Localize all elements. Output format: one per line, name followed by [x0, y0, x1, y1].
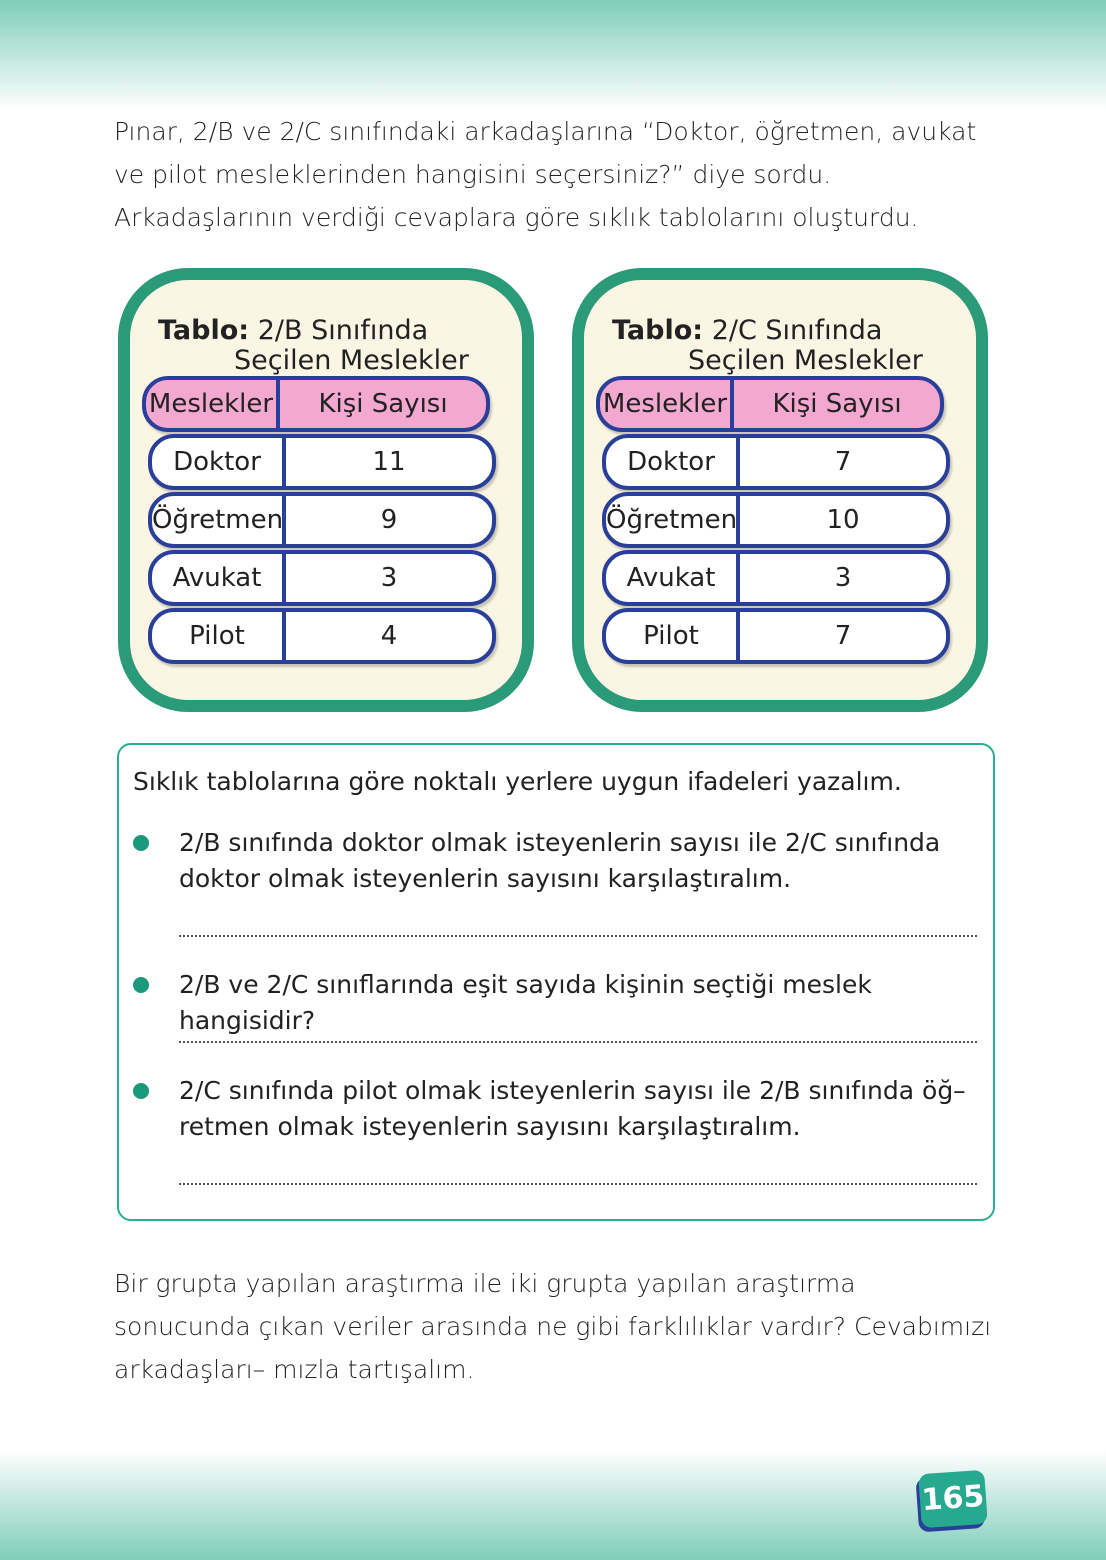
- answer-line-2[interactable]: [179, 1041, 977, 1043]
- count-cell: 4: [380, 621, 398, 651]
- closing-paragraph: Bir grupta yapılan araştırma ile iki grupta yapılan araştırma sonucunda çıkan veriler arasında ne gibi farklılıklar vardır? Cevabımızı arkadaşları– mızla tartışalım.: [114, 1269, 992, 1384]
- bullet-icon: [133, 835, 149, 851]
- profession-cell: Doktor: [606, 438, 740, 486]
- header-cell: Meslekler: [600, 380, 734, 428]
- question-3: 2/C sınıfında pilot olmak isteyenlerin sayısı ile 2/B sınıfında öğ– retmen olmak isteyenlerin sayısını karşılaştıralım.: [179, 1076, 966, 1141]
- table-title: [158, 316, 469, 376]
- count-cell: 3: [380, 563, 398, 593]
- page-number: 165: [918, 1470, 988, 1528]
- table-header: [596, 376, 944, 432]
- profession-cell: Avukat: [606, 554, 740, 602]
- profession-cell: Pilot: [606, 612, 740, 660]
- table-row: [602, 492, 950, 548]
- answer-line-1[interactable]: [179, 935, 977, 937]
- table-title: [612, 316, 923, 376]
- table-label: Tablo:: [158, 315, 250, 346]
- exercise-intro: Sıklık tablolarına göre noktalı yerlere uygun ifadeleri yazalım.: [133, 767, 902, 796]
- count-cell: 3: [834, 563, 852, 593]
- header-cell: Meslekler: [146, 380, 280, 428]
- table-row: [602, 608, 950, 664]
- profession-cell: Öğretmen: [152, 496, 286, 544]
- table-title-line1: 2/B Sınıfında: [257, 315, 429, 346]
- table-title-line1: 2/C Sınıfında: [711, 315, 883, 346]
- header-cell: Kişi Sayısı: [772, 389, 902, 419]
- table-row: [148, 434, 496, 490]
- table-row: [148, 550, 496, 606]
- table-title-line2: Seçilen Meslekler: [688, 345, 923, 376]
- header-cell: Kişi Sayısı: [318, 389, 448, 419]
- table-header: [142, 376, 490, 432]
- table-row: [602, 550, 950, 606]
- bullet-icon: [133, 977, 149, 993]
- intro-paragraph: Pınar, 2/B ve 2/C sınıfındaki arkadaşlarına “Doktor, öğretmen, avukat ve pilot mesleklerinden hangisini seçersiniz?” diye sordu. Arkadaşlarının verdiği cevaplara göre sıklık tablolarını oluşturdu.: [114, 117, 977, 232]
- count-cell: 10: [826, 505, 860, 535]
- table-row: [148, 608, 496, 664]
- table-label: Tablo:: [612, 315, 704, 346]
- bullet-icon: [133, 1083, 149, 1099]
- answer-line-3[interactable]: [179, 1183, 977, 1185]
- count-cell: 9: [380, 505, 398, 535]
- frequency-table-2c: [572, 268, 988, 712]
- table-row: [148, 492, 496, 548]
- question-1: 2/B sınıfında doktor olmak isteyenlerin sayısı ile 2/C sınıfında doktor olmak isteyenlerin sayısını karşılaştıralım.: [179, 828, 941, 893]
- profession-cell: Doktor: [152, 438, 286, 486]
- profession-cell: Öğretmen: [606, 496, 740, 544]
- top-band: [0, 0, 1106, 110]
- count-cell: 11: [372, 447, 406, 477]
- table-row: [602, 434, 950, 490]
- frequency-table-2b: [118, 268, 534, 712]
- table-title-line2: Seçilen Meslekler: [234, 345, 469, 376]
- profession-cell: Avukat: [152, 554, 286, 602]
- count-cell: 7: [834, 621, 852, 651]
- question-2: 2/B ve 2/C sınıflarında eşit sayıda kişinin seçtiği meslek hangisidir?: [179, 970, 872, 1035]
- count-cell: 7: [834, 447, 852, 477]
- exercise-box: [117, 743, 995, 1221]
- profession-cell: Pilot: [152, 612, 286, 660]
